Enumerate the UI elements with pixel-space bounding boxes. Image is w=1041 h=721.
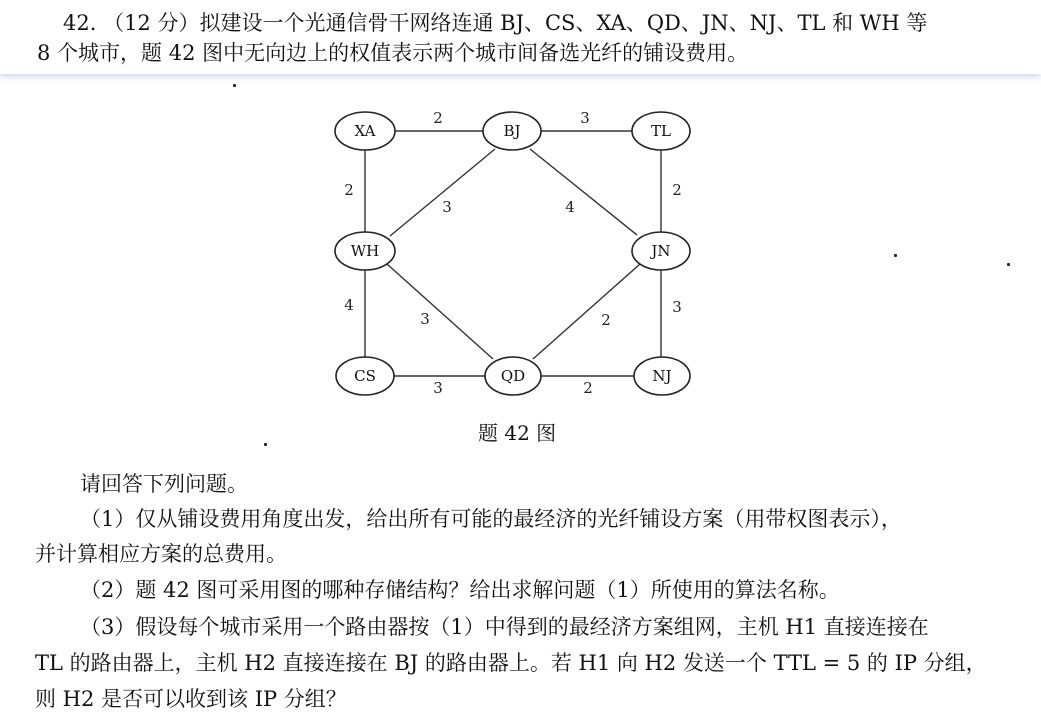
graph-edges <box>365 131 661 376</box>
weight-wh-qd: 3 <box>420 310 430 328</box>
weight-bj-tl: 3 <box>580 109 590 127</box>
graph-nodes <box>335 112 690 395</box>
weight-qd-nj: 2 <box>583 379 593 397</box>
weight-qd-jn: 2 <box>601 311 611 329</box>
weight-xa-wh: 2 <box>344 181 354 199</box>
weight-xa-bj: 2 <box>433 109 443 127</box>
node-label-jn: JN <box>651 242 671 260</box>
node-label-tl: TL <box>651 122 671 140</box>
node-label-bj: BJ <box>503 122 521 140</box>
node-labels <box>351 122 672 385</box>
weight-cs-qd: 3 <box>433 379 443 397</box>
intro-line: 请回答下列问题。 <box>80 472 248 496</box>
question-1-line-1: （1）仅从铺设费用角度出发，给出所有可能的最经济的光纤铺设方案（用带权图表示）， <box>80 507 902 531</box>
scan-speck <box>1007 263 1010 266</box>
node-label-nj: NJ <box>652 367 672 385</box>
scan-speck <box>233 84 236 87</box>
edge-wh-qd <box>387 264 493 359</box>
question-line-1: 42. （12 分）拟建设一个光通信骨干网络连通 BJ、CS、XA、QD、JN、NJ、TL 和 WH 等 <box>63 11 928 35</box>
network-graph-figure <box>325 100 705 405</box>
weight-wh-cs: 4 <box>344 296 354 314</box>
edge-wh-bj <box>390 149 495 236</box>
question-3-line-1: （3）假设每个城市采用一个路由器按（1）中得到的最经济方案组网，主机 H1 直接连接在 <box>80 615 929 639</box>
weight-jn-nj: 3 <box>672 298 682 316</box>
edge-qd-jn <box>533 264 640 359</box>
weight-wh-bj: 3 <box>442 198 452 216</box>
node-label-wh: WH <box>350 242 380 260</box>
figure-caption: 题 42 图 <box>478 421 557 445</box>
question-line-2: 8 个城市，题 42 图中无向边上的权值表示两个城市间备选光纤的铺设费用。 <box>37 41 749 65</box>
node-label-cs: CS <box>354 367 376 385</box>
scan-speck <box>894 254 897 257</box>
scan-speck <box>264 443 267 446</box>
question-1-line-2: 并计算相应方案的总费用。 <box>35 542 287 566</box>
weight-tl-jn: 2 <box>672 181 682 199</box>
edge-bj-jn <box>530 149 637 235</box>
node-label-xa: XA <box>354 122 376 140</box>
node-label-qd: QD <box>500 367 526 385</box>
weight-bj-jn: 4 <box>565 198 575 216</box>
question-3-line-2: TL 的路由器上，主机 H2 直接连接在 BJ 的路由器上。若 H1 向 H2 发送一个 TTL = 5 的 IP 分组， <box>35 651 987 675</box>
question-3-line-3: 则 H2 是否可以收到该 IP 分组？ <box>35 687 347 711</box>
network-graph <box>325 100 705 405</box>
question-2-line: （2）题 42 图可采用图的哪种存储结构？给出求解问题（1）所使用的算法名称。 <box>80 578 840 602</box>
